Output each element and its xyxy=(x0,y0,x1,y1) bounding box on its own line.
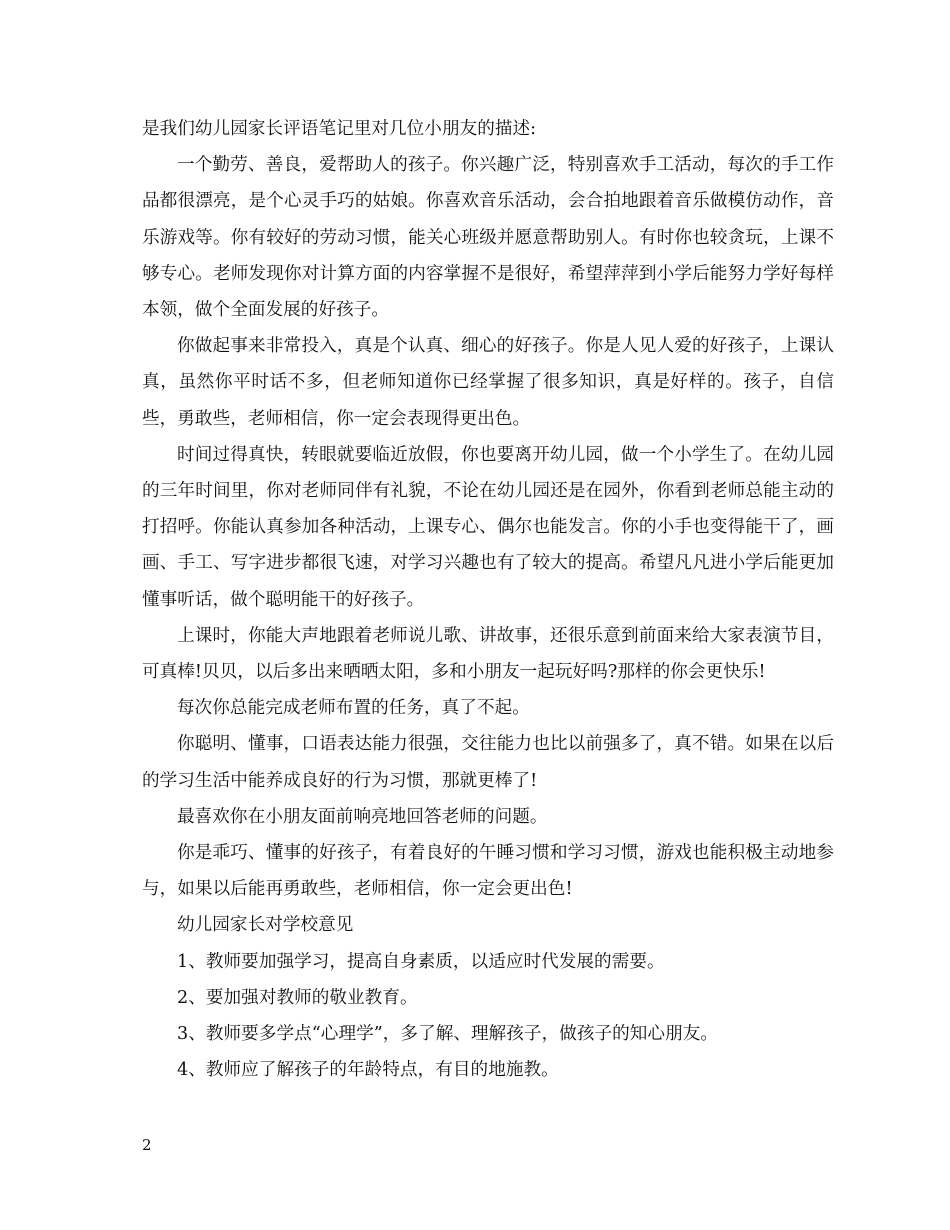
comment-paragraph: 最喜欢你在小朋友面前响亮地回答老师的问题。 xyxy=(177,806,548,827)
list-item: 1、教师要加强学习，提高自身素质，以适应时代发展的需要。 xyxy=(177,951,665,972)
list-item: 2、要加强对教师的敬业教育。 xyxy=(177,987,418,1008)
document-body xyxy=(142,111,834,1088)
list-item: 3、教师要多学点“心理学”，多了解、理解孩子，做孩子的知心朋友。 xyxy=(177,1024,719,1045)
comment-paragraph: 时间过得真快，转眼就要临近放假，你也要离开幼儿园，做一个小学生了。在幼儿园的三年时间里，你对老师同伴有礼貌，不论在幼儿园还是在园外，你看到老师总能主动的打招呼。你能认真参加各种活动，上课专心、偶尔也能发言。你的小手也变得能干了，画画、手工、写字进步都很飞速，对学习兴趣也有了较大的提高。希望凡凡进小学后能更加懂事听话，做个聪明能干的好孩子。 xyxy=(142,444,834,610)
comment-paragraph: 一个勤劳、善良，爱帮助人的孩子。你兴趣广泛，特别喜欢手工活动，每次的手工作品都很漂亮，是个心灵手巧的姑娘。你喜欢音乐活动，会合拍地跟着音乐做模仿动作，音乐游戏等。你有较好的劳动习惯，能关心班级并愿意帮助别人。有时你也较贪玩，上课不够专心。老师发现你对计算方面的内容掌握不是很好，希望萍萍到小学后能努力学好每样本领，做个全面发展的好孩子。 xyxy=(142,155,834,321)
list-item: 4、教师应了解孩子的年龄特点，有目的地施教。 xyxy=(177,1060,559,1081)
comment-paragraph: 上课时，你能大声地跟着老师说儿歌、讲故事，还很乐意到前面来给大家表演节目，可真棒!贝贝，以后多出来晒晒太阳，多和小朋友一起玩好吗?那样的你会更快乐! xyxy=(142,625,834,683)
comment-paragraph: 你做起事来非常投入，真是个认真、细心的好孩子。你是人见人爱的好孩子，上课认真，虽然你平时话不多，但老师知道你已经掌握了很多知识，真是好样的。孩子，自信些，勇敢些，老师相信，你一定会表现得更出色。 xyxy=(142,336,834,429)
comment-paragraph: 你聪明、懂事，口语表达能力很强，交往能力也比以前强多了，真不错。如果在以后的学习生活中能养成良好的行为习惯，那就更棒了! xyxy=(142,734,834,791)
comment-paragraph: 你是乖巧、懂事的好孩子，有着良好的午睡习惯和学习习惯，游戏也能积极主动地参与，如果以后能再勇敢些，老师相信，你一定会更出色! xyxy=(142,843,834,900)
section-heading: 幼儿园家长对学校意见 xyxy=(177,915,354,936)
intro-paragraph: 是我们幼儿园家长评语笔记里对几位小朋友的描述: xyxy=(142,119,537,139)
comment-paragraph: 每次你总能完成老师布置的任务，真了不起。 xyxy=(177,698,530,719)
page-number: 2 xyxy=(142,1136,152,1154)
